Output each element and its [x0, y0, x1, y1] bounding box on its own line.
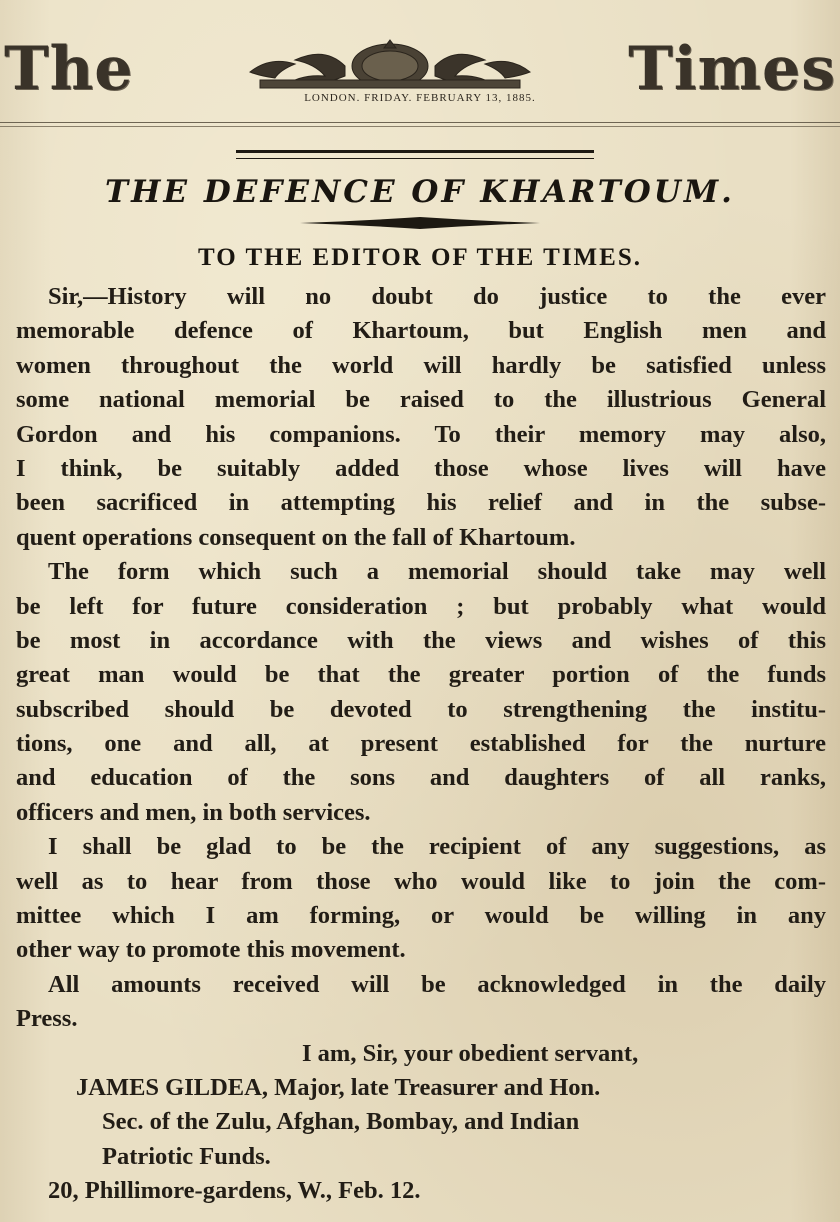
dateline: LONDON. FRIDAY. FEBRUARY 13, 1885. [304, 92, 536, 104]
text-line: Sir,—History will no doubt do justice to the ever [48, 283, 826, 310]
text-line: be most in accordance with the views and wishes of this [16, 626, 826, 654]
masthead-title-right: Times [628, 34, 836, 104]
signature-name: JAMES GILDEA, Major, late Treasurer and Hon. [76, 1073, 601, 1101]
masthead-divider [0, 122, 840, 123]
text-line: other way to promote this movement. [16, 936, 406, 964]
signature-closing: I am, Sir, your obedient servant, [302, 1039, 639, 1067]
text-line: officers and men, in both services. [16, 798, 371, 826]
text-line: been sacrificed in attempting his relief and in the subse- [16, 489, 826, 517]
text-line: Gordon and his companions. To their memory may also, [16, 420, 826, 448]
signature-address: 20, Phillimore-gardens, W., Feb. 12. [48, 1177, 421, 1205]
text-line: The form which such a memorial should take may well [48, 558, 826, 586]
text-line: I shall be glad to be the recipient of any suggestions, as [48, 833, 826, 861]
signature-title: Patriotic Funds. [102, 1142, 271, 1170]
ornamental-divider-icon [300, 215, 540, 231]
text-line: great man would be that the greater portion of the funds [16, 661, 826, 689]
text-line: memorable defence of Khartoum, but English men and [16, 317, 826, 345]
text-line: tions, one and all, at present established for the nurture [16, 730, 826, 758]
masthead-divider-secondary [0, 126, 840, 127]
letter-salutation-heading: TO THE EDITOR OF THE TIMES. [198, 244, 642, 271]
headline-rule-thick [236, 150, 594, 153]
headline-rule-thin [236, 158, 594, 159]
text-line: quent operations consequent on the fall of Khartoum. [16, 523, 576, 551]
text-line: mittee which I am forming, or would be willing in any [16, 902, 826, 930]
royal-crest-icon [240, 36, 540, 94]
letter-body [16, 280, 826, 1209]
text-line: well as to hear from those who would like to join the com- [16, 867, 826, 895]
text-line: and education of the sons and daughters of all ranks, [16, 764, 826, 792]
text-line: I think, be suitably added those whose lives will have [16, 454, 826, 482]
text-line: subscribed should be devoted to strengthening the institu- [16, 695, 826, 723]
article-headline: THE DEFENCE OF KHARTOUM. [105, 174, 735, 210]
text-line: All amounts received will be acknowledged in the daily [48, 970, 826, 998]
signature-title: Sec. of the Zulu, Afghan, Bombay, and Indian [102, 1108, 580, 1136]
masthead-title-left: The [4, 34, 134, 104]
text-line: some national memorial be raised to the illustrious General [16, 386, 826, 414]
text-line: Press. [16, 1005, 78, 1033]
text-line: be left for future consideration ; but probably what would [16, 592, 826, 620]
text-line: women throughout the world will hardly be satisfied unless [16, 351, 826, 379]
masthead [0, 30, 840, 110]
